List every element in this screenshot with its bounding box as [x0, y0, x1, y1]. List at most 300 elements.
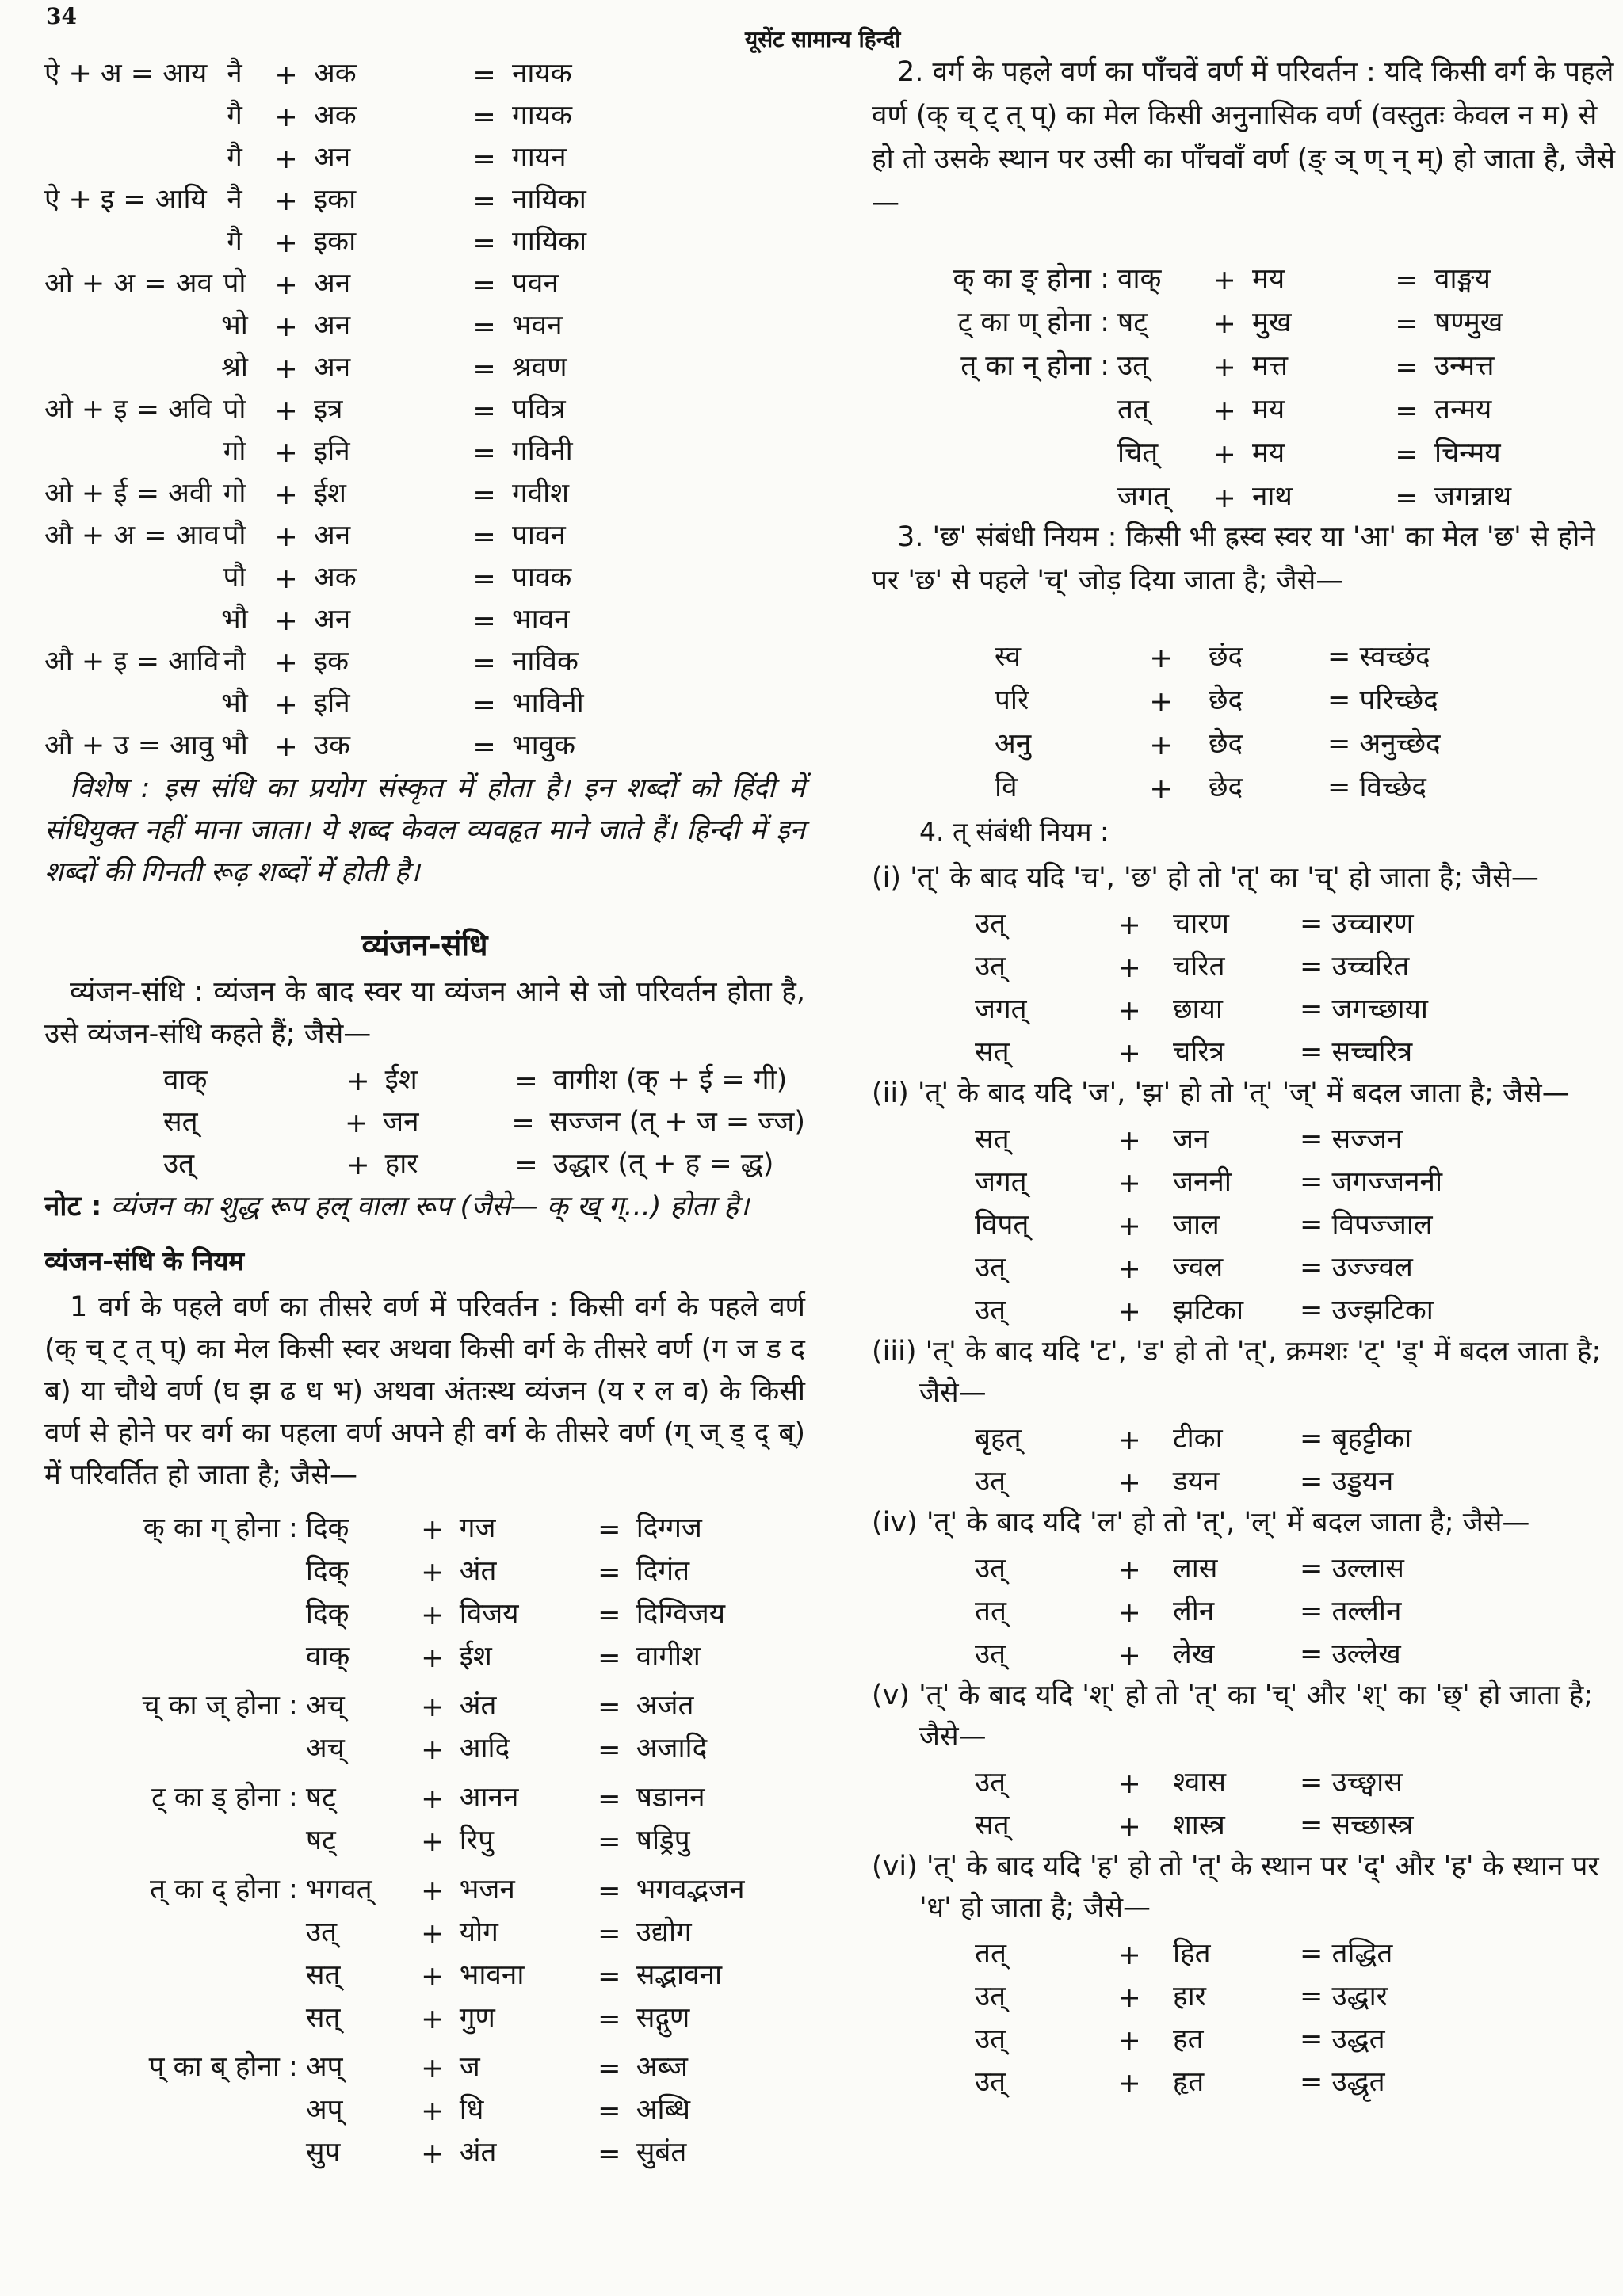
note-label: नोट : — [44, 1191, 102, 1222]
plus-sign: + — [274, 731, 298, 763]
result-word: उद्योग — [636, 1917, 692, 1948]
running-header: यूसेंट सामान्य हिन्दी — [745, 26, 901, 52]
first-word: सत् — [975, 1123, 1010, 1155]
table-row — [872, 296, 1617, 340]
subrule-block — [872, 1675, 1617, 1843]
second-word: मय — [1252, 263, 1285, 295]
sandhi-rule: औ + इ = आवि — [44, 646, 220, 677]
first-word: उत् — [975, 908, 1006, 940]
first-word: अप् — [305, 2051, 343, 2083]
plus-sign: + — [274, 605, 298, 637]
rule-label: च् का ज् होना : — [142, 1690, 298, 1722]
first-word: चित् — [1117, 437, 1159, 469]
result-word: दिग्विजय — [636, 1598, 726, 1630]
table-row — [44, 301, 805, 343]
equals-sign: = — [472, 185, 496, 217]
rule-label: त् का द् होना : — [149, 1874, 298, 1905]
plus-sign: + — [1212, 352, 1236, 383]
plus-sign: + — [1117, 1296, 1141, 1328]
plus-sign: + — [1117, 1425, 1141, 1456]
second-word: लीन — [1173, 1596, 1215, 1627]
table-row — [872, 427, 1617, 471]
equals-sign: = — [472, 59, 496, 91]
first-word: उत् — [975, 1981, 1006, 2012]
plus-sign: + — [421, 2004, 445, 2035]
first-word: सत् — [975, 1036, 1010, 1068]
plus-sign: + — [1117, 2068, 1141, 2100]
second-word: आनन — [459, 1782, 519, 1814]
second-word: गुण — [459, 2002, 495, 2034]
second-word: जन — [1173, 1123, 1209, 1155]
result-word: = बृहट्टीका — [1300, 1423, 1412, 1455]
second-word: छेद — [1209, 728, 1243, 760]
plus-sign: + — [1212, 395, 1236, 427]
result-word: पावक — [512, 562, 572, 593]
equals-sign: = — [598, 2096, 621, 2127]
base-word: भौ — [221, 730, 248, 761]
result-word: अजंत — [636, 1690, 694, 1722]
rule1-group — [44, 1680, 805, 1766]
equals-sign: = — [472, 605, 496, 637]
plus-sign: + — [1117, 1211, 1141, 1242]
plus-sign: + — [1117, 1168, 1141, 1199]
base-word: गै — [227, 100, 242, 132]
plus-sign: + — [1117, 1125, 1141, 1157]
result-word: षडानन — [636, 1782, 705, 1814]
equals-sign: = — [472, 563, 496, 595]
base-word: पो — [223, 394, 246, 425]
result-word: = सज्जन — [1300, 1123, 1403, 1155]
rule2-examples — [872, 253, 1617, 514]
subrule-text: (iii) 'त्' के बाद यदि 'ट', 'ड' हो तो 'त्', क्रमशः 'ट्' 'ड्' में बदल जाता है; जैसे— — [872, 1336, 1602, 1409]
equals-sign: = — [1395, 395, 1419, 427]
plus-sign: + — [1117, 1597, 1141, 1629]
table-row — [44, 385, 805, 427]
result-word: भावन — [512, 604, 570, 635]
table-row — [44, 91, 805, 133]
example-result: उद्धार (त् + ह = द्ध) — [552, 1148, 774, 1180]
table-row — [44, 1723, 805, 1766]
plus-sign: + — [421, 2096, 445, 2127]
result-word: पवित्र — [512, 394, 566, 425]
rule1-paragraph: 1 वर्ग के पहले वर्ण का तीसरे वर्ण में परिवर्तन : किसी वर्ग के पहले वर्ण (क् च् ट् त् प्) का मेल किसी स्वर अथवा किसी वर्ग के तीसरे वर्ण (ग ज ड द ब) या चौथे वर्ण (घ झ ढ ध भ) अथवा अंतःस्थ व्यंजन (य र ल व) के किसी वर्ण से होने पर वर्ग का पहला वर्ण अपने ही वर्ग के तीसरे वर्ण (ग् ज् ड् द् ब्) में परिवर्तित हो जाता है; जैसे— — [44, 1291, 805, 1491]
table-row — [44, 1815, 805, 1858]
equals-sign: = — [472, 437, 496, 469]
plus-sign: + — [1212, 308, 1236, 340]
second-word: छेद — [1209, 685, 1243, 716]
suffix-word: इक — [314, 646, 349, 677]
table-row — [872, 761, 1617, 805]
result-word: गवीश — [512, 478, 570, 509]
result-word: पवन — [512, 268, 559, 299]
suffix-word: अन — [314, 310, 351, 341]
equals-sign: = — [598, 1961, 621, 1993]
result-word: = उच्चारण — [1300, 908, 1414, 940]
rule3-paragraph: 3. 'छ' संबंधी नियम : किसी भी ह्रस्व स्वर या 'आ' का मेल 'छ' से होने पर 'छ' से पहले 'च्' जोड़ दिया जाता है; जैसे— — [872, 521, 1595, 597]
second-word: भावना — [459, 1959, 525, 1991]
second-word: गज — [459, 1512, 496, 1544]
suffix-word: अन — [314, 604, 351, 635]
subrule-text: (iv) 'त्' के बाद यदि 'ल' हो तो 'त्', 'ल्' में बदल जाता है; जैसे— — [872, 1507, 1530, 1539]
plus-sign: + — [346, 1066, 370, 1097]
plus-sign: + — [274, 395, 298, 427]
table-row — [872, 1928, 1617, 1971]
second-word: टीका — [1173, 1423, 1223, 1455]
table-row — [44, 1993, 805, 2035]
equals-sign: = — [598, 1557, 621, 1589]
suffix-word: इका — [314, 184, 357, 215]
example-second: ईश — [384, 1064, 418, 1096]
plus-sign: + — [274, 521, 298, 553]
table-row — [872, 2014, 1617, 2057]
table-row — [44, 217, 805, 259]
result-word: तन्मय — [1434, 394, 1492, 425]
example-row — [44, 1097, 805, 1139]
first-word: उत् — [975, 1252, 1006, 1283]
result-word: नायिका — [512, 184, 586, 215]
equals-sign: = — [511, 1108, 535, 1139]
table-row — [872, 383, 1617, 427]
table-row — [44, 595, 805, 637]
table-row — [872, 718, 1617, 761]
second-word: मत्त — [1252, 350, 1289, 382]
second-word: लेख — [1173, 1638, 1215, 1670]
result-word: = तल्लीन — [1300, 1596, 1402, 1627]
rule-label: प् का ब् होना : — [148, 2051, 298, 2083]
result-word: षण्मुख — [1434, 307, 1503, 338]
first-word: जगत् — [975, 994, 1027, 1025]
base-word: नौ — [223, 646, 246, 677]
first-word: दिक् — [305, 1512, 349, 1544]
first-word: सत् — [975, 1810, 1010, 1841]
plus-sign: + — [421, 2053, 445, 2084]
result-word: = विच्छेद — [1327, 772, 1426, 803]
example-first: उत् — [163, 1148, 195, 1180]
result-word: = उद्धृत — [1300, 2066, 1385, 2098]
first-word: स्व — [995, 641, 1022, 673]
rule-label: क् का ग् होना : — [143, 1512, 298, 1544]
equals-sign: = — [1395, 265, 1419, 296]
result-word: = उड्डयन — [1300, 1466, 1394, 1497]
second-word: ज्वल — [1173, 1252, 1224, 1283]
plus-sign: + — [274, 647, 298, 679]
result-word: गविनी — [512, 436, 573, 467]
equals-sign: = — [1395, 352, 1419, 383]
table-row — [872, 1199, 1617, 1242]
subrule-block — [872, 1846, 1617, 2100]
table-row — [44, 2042, 805, 2084]
second-word: भजन — [459, 1874, 515, 1905]
result-word: = तद्धित — [1300, 1938, 1393, 1970]
sandhi-rule: ओ + अ = अव — [44, 268, 212, 299]
first-word: दिक् — [305, 1598, 349, 1630]
result-word: = विपज्जाल — [1300, 1209, 1433, 1241]
plus-sign: + — [274, 59, 298, 91]
equals-sign: = — [598, 2138, 621, 2170]
table-row — [44, 637, 805, 679]
result-word: अब्धि — [636, 2094, 691, 2126]
plus-sign: + — [274, 143, 298, 175]
plus-sign: + — [1117, 1768, 1141, 1800]
equals-sign: = — [598, 1783, 621, 1815]
base-word: पौ — [223, 562, 246, 593]
first-word: वि — [995, 772, 1018, 803]
plus-sign: + — [421, 1691, 445, 1723]
result-word: पावन — [512, 520, 566, 551]
result-word: सद्भावना — [636, 1959, 723, 1991]
equals-sign: = — [472, 143, 496, 175]
suffix-word: ईश — [314, 478, 346, 509]
rule1-group — [44, 1864, 805, 2035]
rule4-subrules — [872, 857, 1617, 2100]
result-word: = अनुच्छेद — [1327, 728, 1441, 760]
table-row — [44, 469, 805, 511]
suffix-word: इका — [314, 226, 357, 257]
first-word: अनु — [995, 728, 1032, 760]
result-word: गायक — [512, 100, 572, 132]
second-word: अंत — [459, 1690, 497, 1722]
plus-sign: + — [421, 1514, 445, 1546]
result-word: दिगंत — [636, 1555, 690, 1587]
base-word: गो — [223, 436, 246, 467]
plus-sign: + — [421, 1826, 445, 1858]
base-word: पो — [223, 268, 246, 299]
plus-sign: + — [345, 1108, 369, 1139]
equals-sign: = — [472, 311, 496, 343]
vyanjan-examples — [44, 1055, 805, 1181]
base-word: श्रो — [221, 352, 248, 383]
plus-sign: + — [1117, 1554, 1141, 1586]
left-column — [44, 49, 805, 2170]
first-word: उत् — [975, 2023, 1006, 2055]
first-word: उत् — [975, 2066, 1006, 2098]
table-row — [44, 511, 805, 553]
equals-sign: = — [472, 227, 496, 259]
plus-sign: + — [274, 437, 298, 469]
plus-sign: + — [1117, 1640, 1141, 1672]
equals-sign: = — [1395, 308, 1419, 340]
second-word: मय — [1252, 394, 1285, 425]
subrule-text: (vi) 'त्' के बाद यदि 'ह' हो तो 'त्' के स्थान पर 'द्' और 'ह' के स्थान पर 'ध' हो जाता है; जैसे— — [872, 1851, 1599, 1924]
result-word: षड्रिपु — [636, 1825, 690, 1856]
equals-sign: = — [1395, 439, 1419, 471]
second-word: हत — [1173, 2023, 1204, 2055]
first-word: अच् — [305, 1733, 345, 1764]
result-word: गायिका — [512, 226, 587, 257]
rule1-group — [44, 1772, 805, 1858]
table-row — [872, 471, 1617, 514]
plus-sign: + — [274, 563, 298, 595]
first-word: विपत् — [975, 1209, 1029, 1241]
result-word: = उज्झटिका — [1300, 1295, 1434, 1326]
result-word: भवन — [512, 310, 563, 341]
suffix-word: इत्र — [314, 394, 343, 425]
plus-sign: + — [421, 1961, 445, 1993]
table-row — [44, 175, 805, 217]
base-word: पौ — [223, 520, 246, 551]
niyam-heading: व्यंजन-संधि के नियम — [44, 1245, 245, 1276]
table-row — [872, 674, 1617, 718]
second-word: छेद — [1209, 772, 1243, 803]
plus-sign: + — [274, 269, 298, 301]
first-word: तत् — [975, 1938, 1006, 1970]
rule-label: त् का न् होना : — [960, 350, 1109, 382]
plus-sign: + — [274, 185, 298, 217]
result-word: चिन्मय — [1434, 437, 1501, 469]
second-word: ईश — [459, 1641, 492, 1672]
result-word: वाङ्मय — [1434, 263, 1491, 295]
equals-sign: = — [472, 647, 496, 679]
table-row — [872, 1157, 1617, 1199]
base-word: भौ — [221, 688, 248, 719]
suffix-word: अन — [314, 142, 351, 174]
first-word: उत् — [975, 1466, 1006, 1497]
result-word: = सच्छास्त्र — [1300, 1810, 1414, 1841]
equals-sign: = — [472, 521, 496, 553]
plus-sign: + — [1117, 1939, 1141, 1971]
first-word: दिक् — [305, 1555, 349, 1587]
plus-sign: + — [274, 101, 298, 133]
plus-sign: + — [1117, 910, 1141, 941]
second-word: रिपु — [459, 1825, 495, 1856]
table-row — [44, 2127, 805, 2170]
plus-sign: + — [421, 1875, 445, 1907]
plus-sign: + — [1117, 2025, 1141, 2057]
first-word: जगत् — [975, 1166, 1027, 1198]
table-row — [44, 133, 805, 175]
example-first: वाक् — [163, 1064, 208, 1096]
plus-sign: + — [274, 689, 298, 721]
second-word: योग — [459, 1917, 498, 1948]
second-word: शास्त्र — [1173, 1810, 1225, 1841]
result-word: अब्ज — [636, 2051, 689, 2083]
plus-sign: + — [1117, 1467, 1141, 1499]
table-row — [872, 1543, 1617, 1586]
plus-sign: + — [1212, 439, 1236, 471]
suffix-word: अक — [314, 100, 357, 132]
table-row — [44, 1503, 805, 1546]
equals-sign: = — [472, 479, 496, 511]
second-word: चारण — [1173, 908, 1229, 940]
table-row — [44, 49, 805, 91]
first-word: उत् — [975, 1553, 1006, 1585]
result-word: गायन — [512, 142, 567, 174]
sandhi-rule: ओ + ई = अवी — [44, 478, 212, 509]
second-word: आदि — [459, 1733, 510, 1764]
equals-sign: = — [1395, 482, 1419, 514]
second-word: हृत — [1173, 2066, 1205, 2098]
equals-sign: = — [598, 1875, 621, 1907]
result-word: = उल्लास — [1300, 1553, 1404, 1585]
first-word: उत् — [1117, 350, 1149, 382]
example-row — [44, 1139, 805, 1181]
plus-sign: + — [421, 2138, 445, 2170]
plus-sign: + — [274, 311, 298, 343]
base-word: भौ — [221, 604, 248, 635]
equals-sign: = — [472, 269, 496, 301]
equals-sign: = — [598, 1514, 621, 1546]
equals-sign: = — [598, 1918, 621, 1950]
second-word: अंत — [459, 1555, 497, 1587]
table-row — [44, 1680, 805, 1723]
result-word: = उच्छ्वास — [1300, 1767, 1403, 1798]
table-row — [872, 1413, 1617, 1456]
table-row — [872, 2057, 1617, 2100]
base-word: गो — [223, 478, 246, 509]
first-word: सत् — [305, 2002, 341, 2034]
second-word: हार — [1173, 1981, 1206, 2012]
result-word: नाविक — [512, 646, 579, 677]
second-word: ज — [459, 2051, 480, 2083]
first-word: अच् — [305, 1690, 345, 1722]
result-word: = स्वच्छंद — [1327, 641, 1430, 673]
table-row — [44, 427, 805, 469]
equals-sign: = — [598, 1826, 621, 1858]
equals-sign: = — [472, 353, 496, 385]
second-word: झटिका — [1173, 1295, 1244, 1326]
table-row — [44, 2084, 805, 2127]
result-word: = सच्चरित्र — [1300, 1036, 1413, 1068]
table-row — [872, 1629, 1617, 1672]
result-word: = उज्ज्वल — [1300, 1252, 1413, 1283]
subrule-text: (ii) 'त्' के बाद यदि 'ज', 'झ' हो तो 'त्' 'ज्' में बदल जाता है; जैसे— — [872, 1077, 1570, 1109]
first-word: जगत् — [1117, 481, 1170, 513]
table-row — [872, 631, 1617, 674]
plus-sign: + — [421, 1783, 445, 1815]
plus-sign: + — [1117, 995, 1141, 1027]
second-word: मुख — [1252, 307, 1292, 338]
second-word: लास — [1173, 1553, 1218, 1585]
table-row — [44, 1864, 805, 1907]
table-row — [872, 1114, 1617, 1157]
example-row — [44, 1055, 805, 1097]
equals-sign: = — [514, 1150, 538, 1181]
plus-sign: + — [346, 1150, 370, 1181]
table-row — [872, 984, 1617, 1027]
suffix-word: अन — [314, 268, 351, 299]
first-word: सुप — [305, 2137, 341, 2168]
example-second: हार — [384, 1148, 418, 1180]
suffix-word: उक — [314, 730, 351, 761]
first-word: षट् — [305, 1825, 336, 1856]
second-word: जननी — [1173, 1166, 1232, 1198]
table-row — [44, 259, 805, 301]
subrule-block — [872, 1502, 1617, 1672]
first-word: बृहत् — [975, 1423, 1022, 1455]
second-word: अंत — [459, 2137, 497, 2168]
suffix-word: अक — [314, 58, 357, 90]
table-row — [872, 1027, 1617, 1070]
first-word: भगवत् — [305, 1874, 372, 1905]
vishesh-paragraph: विशेष : इस संधि का प्रयोग संस्कृत में होता है। इन शब्दों को हिंदी में संधियुक्त नहीं माना जाता। ये शब्द केवल व्यवहृत माने जाते हैं। हिन्दी में इन शब्दों की गिनती रूढ़ शब्दों में होती है। — [44, 772, 805, 888]
suffix-word: अक — [314, 562, 357, 593]
result-word: = उच्चरित — [1300, 951, 1410, 982]
second-word: विजय — [459, 1598, 519, 1630]
plus-sign: + — [421, 1557, 445, 1589]
first-word: अप् — [305, 2094, 343, 2126]
table-row — [872, 941, 1617, 984]
subrule-block — [872, 1331, 1617, 1499]
second-word: जाल — [1173, 1209, 1220, 1241]
table-row — [44, 679, 805, 721]
equals-sign: = — [598, 2053, 621, 2084]
rule2-paragraph: 2. वर्ग के पहले वर्ण का पाँचवें वर्ण में परिवर्तन : यदि किसी वर्ग के पहले वर्ण (क् च् ट् त् प्) का मेल किसी अनुनासिक वर्ण (वस्तुतः केवल न म) से हो तो उसके स्थान पर उसी का पाँचवाँ वर्ण (ङ् ञ् ण् न् म्) हो जाता है, जैसे— — [872, 56, 1616, 219]
base-word: नै — [227, 184, 242, 215]
plus-sign: + — [421, 1600, 445, 1631]
sandhi-rule: ऐ + इ = आयि — [44, 184, 207, 215]
plus-sign: + — [1149, 686, 1173, 718]
right-column — [872, 49, 1617, 2100]
